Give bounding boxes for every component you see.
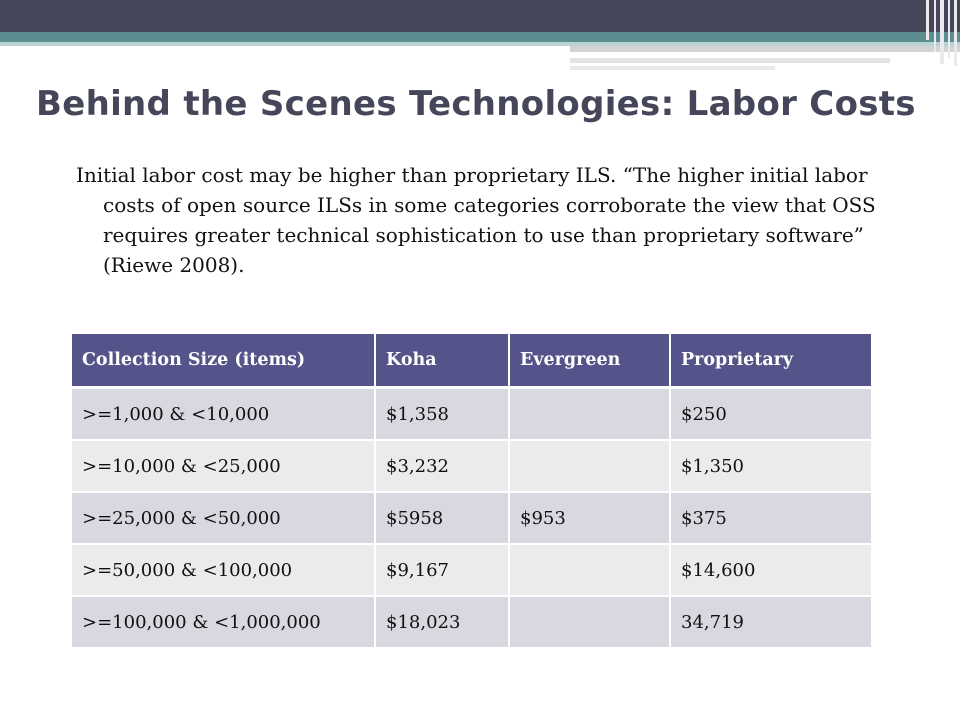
cell-proprietary: $14,600 bbox=[670, 544, 872, 596]
cell-proprietary: $375 bbox=[670, 492, 872, 544]
header-koha: Koha bbox=[375, 334, 509, 388]
cell-collection-size: >=1,000 & <10,000 bbox=[72, 388, 375, 441]
banner-teal-band bbox=[0, 32, 960, 42]
banner-vertical-line bbox=[954, 0, 957, 66]
cell-evergreen bbox=[509, 544, 670, 596]
table-header-row bbox=[72, 334, 872, 388]
table-row bbox=[72, 492, 872, 544]
cell-koha: $1,358 bbox=[375, 388, 509, 441]
banner-gray-stripe bbox=[570, 58, 890, 63]
banner-gray-stripe bbox=[570, 66, 775, 70]
cell-collection-size: >=100,000 & <1,000,000 bbox=[72, 596, 375, 648]
banner-vertical-line bbox=[926, 0, 929, 40]
header-proprietary: Proprietary bbox=[670, 334, 872, 388]
table-row bbox=[72, 544, 872, 596]
table-row bbox=[72, 596, 872, 648]
cell-proprietary: 34,719 bbox=[670, 596, 872, 648]
cell-collection-size: >=10,000 & <25,000 bbox=[72, 440, 375, 492]
cell-koha: $18,023 bbox=[375, 596, 509, 648]
cell-proprietary: $250 bbox=[670, 388, 872, 441]
banner-vertical-line bbox=[940, 0, 944, 64]
cell-evergreen bbox=[509, 596, 670, 648]
cell-koha: $3,232 bbox=[375, 440, 509, 492]
labor-cost-table bbox=[72, 334, 873, 649]
header-collection-size: Collection Size (items) bbox=[72, 334, 375, 388]
cell-collection-size: >=25,000 & <50,000 bbox=[72, 492, 375, 544]
banner-gray-stripe bbox=[570, 46, 960, 52]
cell-evergreen: $953 bbox=[509, 492, 670, 544]
cell-koha: $5958 bbox=[375, 492, 509, 544]
body-paragraph: Initial labor cost may be higher than proprietary ILS. “The higher initial labor costs of open source ILSs in some categories corroborate the view that OSS requires greater technical sophistication to use than proprietary software” (Riewe 2008). bbox=[76, 163, 876, 277]
cell-proprietary: $1,350 bbox=[670, 440, 872, 492]
cell-koha: $9,167 bbox=[375, 544, 509, 596]
banner-vertical-line bbox=[948, 0, 950, 58]
cell-evergreen bbox=[509, 440, 670, 492]
slide-title: Behind the Scenes Technologies: Labor Costs bbox=[36, 84, 916, 124]
table-row bbox=[72, 440, 872, 492]
cell-collection-size: >=50,000 & <100,000 bbox=[72, 544, 375, 596]
cell-evergreen bbox=[509, 388, 670, 441]
table-row bbox=[72, 388, 872, 441]
banner-dark-band bbox=[0, 0, 960, 32]
decorative-banner bbox=[0, 0, 960, 70]
header-evergreen: Evergreen bbox=[509, 334, 670, 388]
banner-vertical-line bbox=[934, 0, 936, 52]
